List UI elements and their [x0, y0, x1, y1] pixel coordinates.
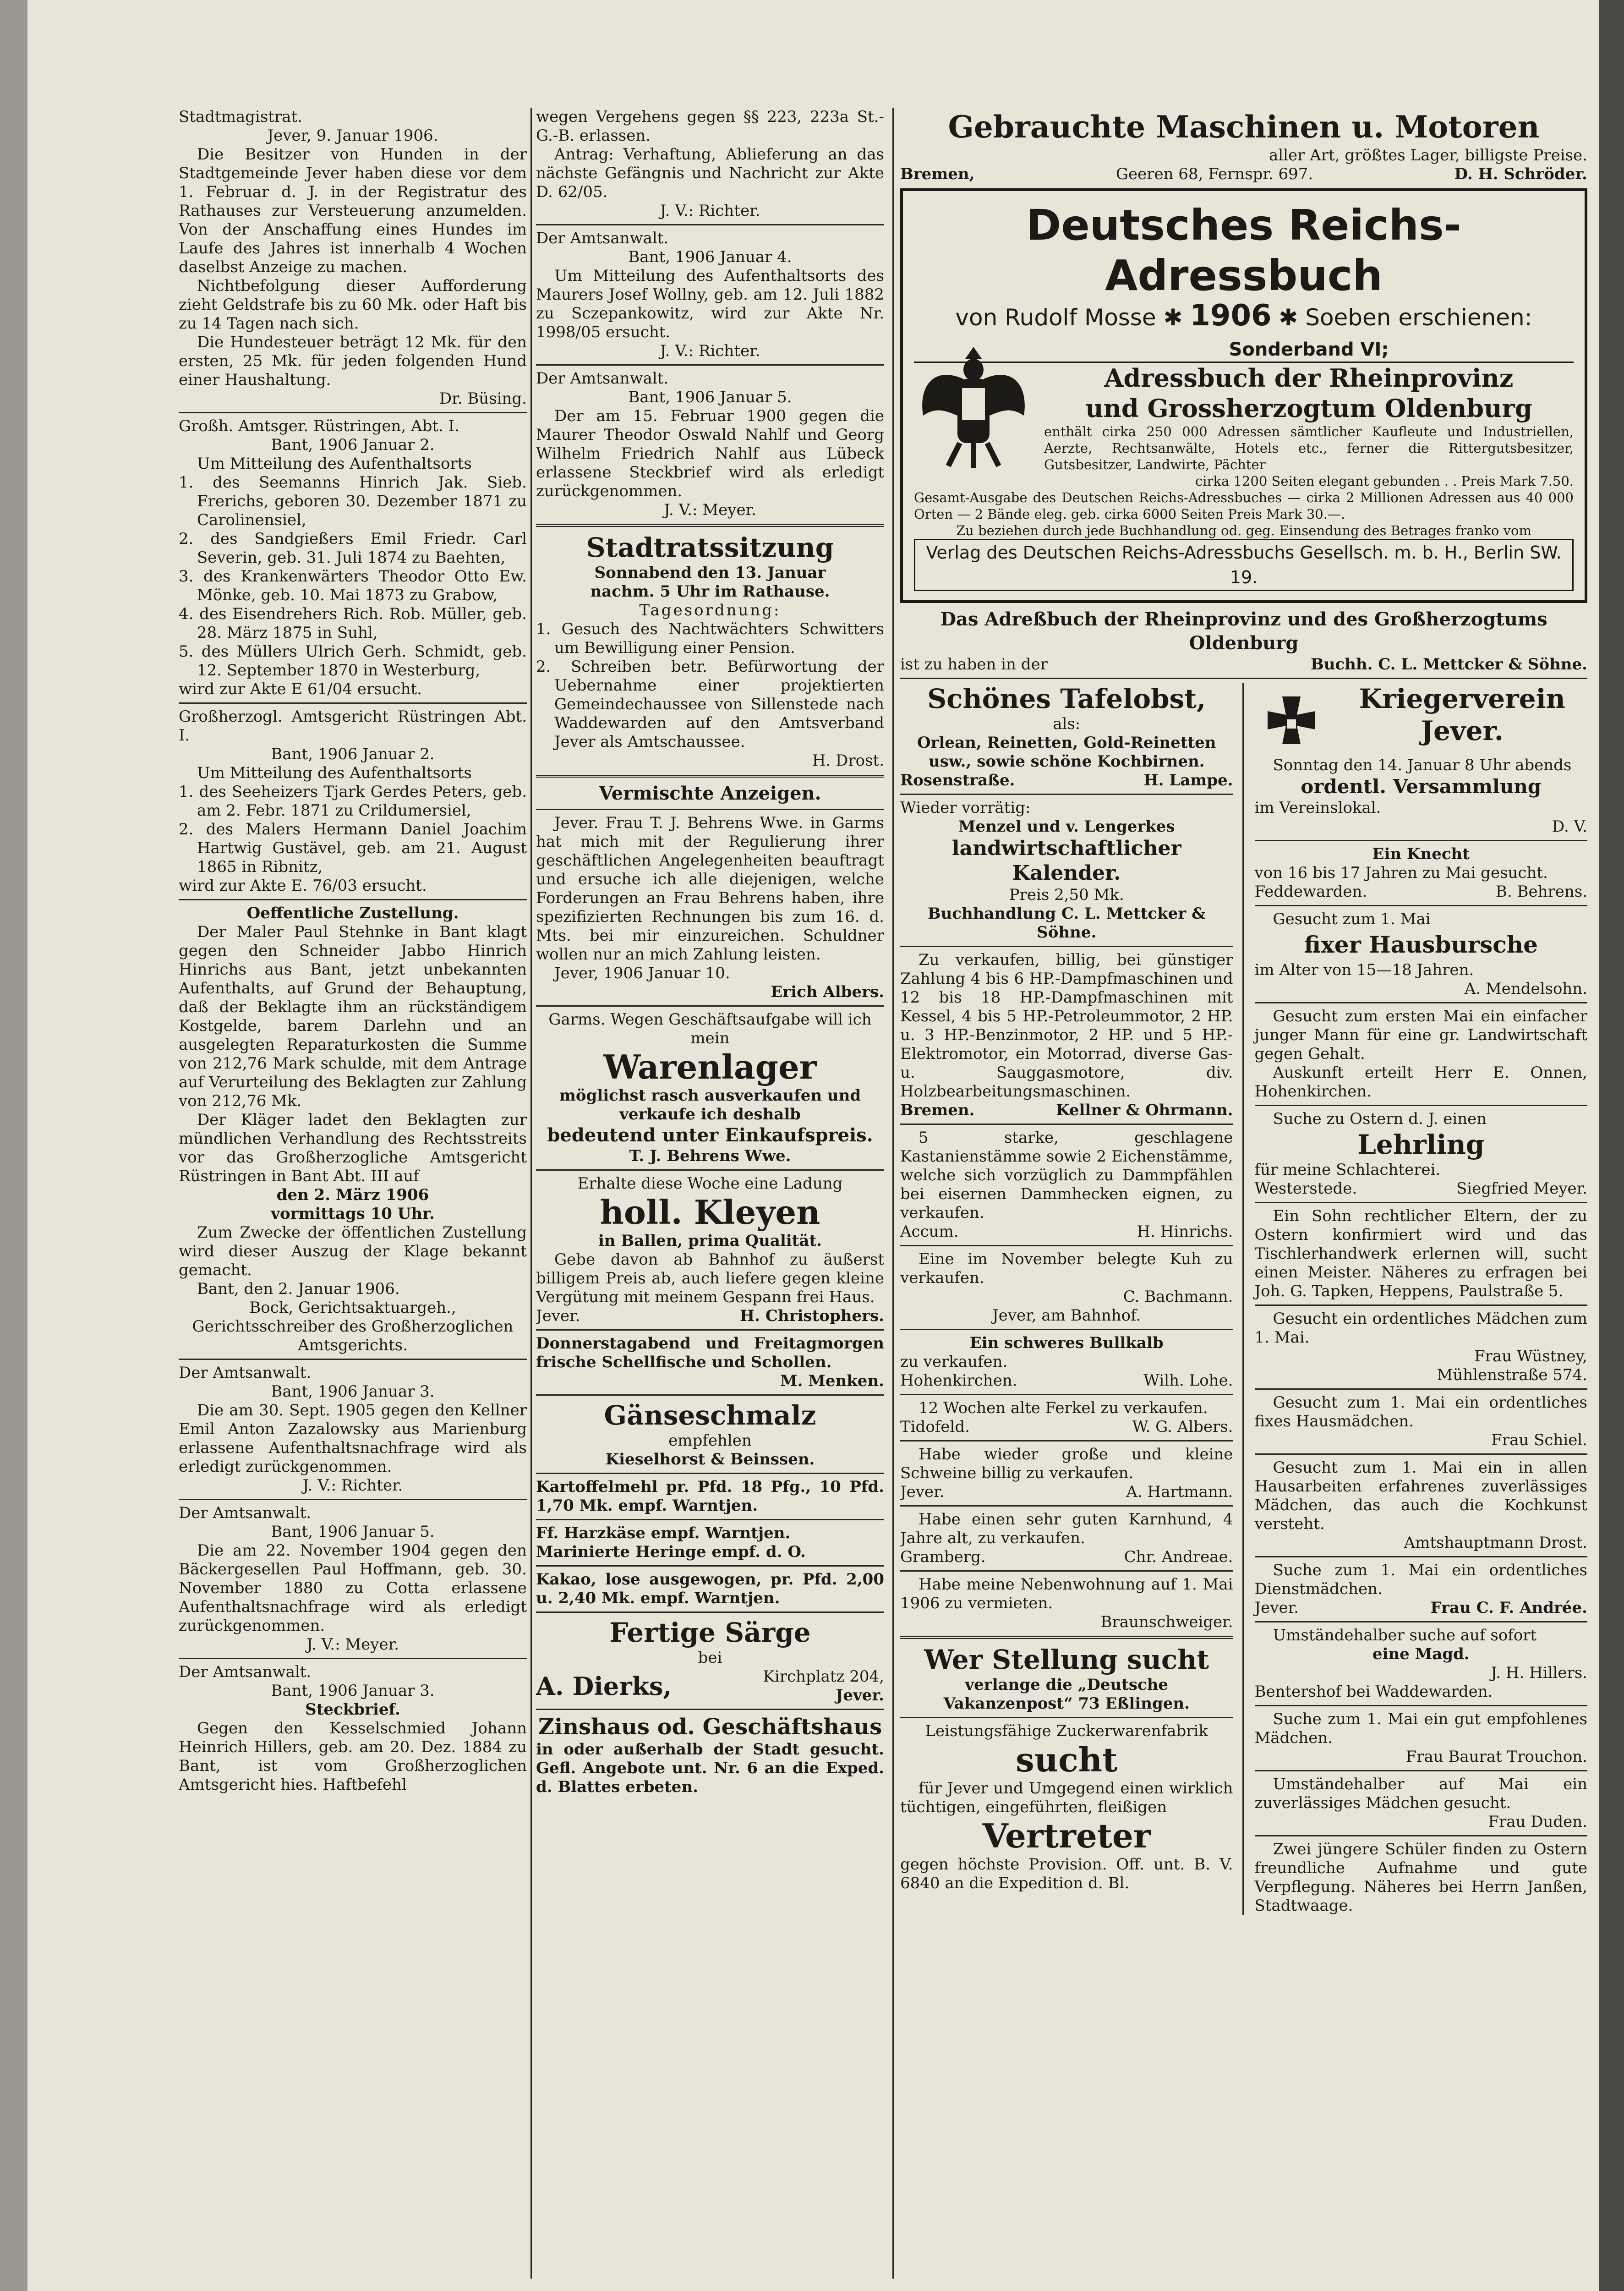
- list-item: 2. des Sandgießers Emil Friedr. Carl Severin, geb. 31. Juli 1874 zu Baehten,: [179, 530, 527, 567]
- ad-headline: Wer Stellung sucht: [924, 1644, 1209, 1675]
- ad-status: Soeben erschienen:: [1305, 304, 1532, 331]
- ad-body: Eine im November belegte Kuh zu verkaufen.: [900, 1250, 1233, 1287]
- ad-line: Marinierte Heringe empf. d. O.: [536, 1543, 806, 1561]
- ad-title: Adressbuch der Rheinprovinz: [1104, 363, 1514, 393]
- ad-place: Tidofeld.: [900, 1418, 970, 1436]
- list-item: 2. Schreiben betr. Befürwortung der Uebernahme einer projektierten Gemeindechaussee von Sillenstede nach Waddewarden auf den Amtsverband Jever als Amtschaussee.: [536, 658, 884, 751]
- ad-headline: Jever.: [1421, 715, 1504, 746]
- ad-signature: Buchh. C. L. Mettcker & Söhne.: [1311, 655, 1587, 674]
- ad-line: Das Adreßbuch der Rheinprovinz und des Großherzogtums Oldenburg: [940, 608, 1547, 654]
- notice-body: Nichtbefolgung dieser Aufforderung zieht Geldstrafe bis zu 60 Mk. oder Haft bis zu 14 Tagen nach sich.: [179, 277, 527, 333]
- notice-head: Der Amtsanwalt.: [536, 229, 669, 247]
- notice-time-bold: vormittags 10 Uhr.: [271, 1205, 435, 1223]
- ad-signature: H. Lampe.: [1143, 771, 1233, 789]
- ad-name: A. Dierks,: [536, 1672, 672, 1701]
- headline: Stadtratssitzung: [586, 532, 834, 563]
- notice-date: Bant, 1906 Januar 3.: [271, 1382, 435, 1401]
- divider: [1255, 1002, 1588, 1003]
- section-title: Vermischte Anzeigen.: [599, 783, 821, 804]
- notice-signature: Gerichtsschreiber des Großherzoglichen Amtsgerichts.: [192, 1317, 514, 1354]
- ad-publisher: von Rudolf Mosse: [955, 304, 1156, 331]
- divider: [179, 702, 527, 704]
- notice-title: Oeffentliche Zustellung.: [246, 904, 459, 922]
- ad-top: Erhalte diese Woche eine Ladung: [577, 1174, 843, 1193]
- divider: [900, 1440, 1233, 1441]
- ad-signature: W. G. Albers.: [1132, 1418, 1233, 1436]
- ad-headline: Gänseschmalz: [604, 1400, 816, 1431]
- divider: [179, 1499, 527, 1500]
- notice-head: Der Amtsanwalt.: [179, 1504, 312, 1522]
- ad-price: Preis 2,50 Mk.: [1009, 886, 1124, 904]
- ad-signature: Wilh. Lohe.: [1143, 1371, 1233, 1390]
- ad-body: Jever. Frau T. J. Behrens Wwe. in Garms hat mich mit der Regulierung ihrer geschäftlichen Angelegenheiten beauftragt und ersuche ich alle diejenigen, welche Forderungen an Frau Behrens haben, ihre spezifizierten Rechnungen bis zum 16. d. Mts. bei mir einzureichen. Schuldner wollen nur an mich Zahlung leisten.: [536, 814, 884, 964]
- ad-line: empfehlen: [668, 1431, 752, 1450]
- ad-signature: Frau Duden.: [1488, 1813, 1587, 1831]
- ad-headline: Ein Knecht: [1372, 845, 1470, 863]
- divider: [536, 224, 884, 225]
- ad-signature: D. V.: [1552, 817, 1587, 836]
- ad-line: aller Art, größtes Lager, billigste Preise.: [1269, 146, 1587, 164]
- ad-headline: fixer Hausbursche: [1304, 931, 1538, 958]
- ad-signature: Braunschweiger.: [1100, 1613, 1233, 1631]
- ad-body: Habe einen sehr guten Karnhund, 4 Jahre alt, zu verkaufen.: [900, 1510, 1233, 1547]
- ad-headline: landwirtschaftlicher Kalender.: [951, 837, 1181, 885]
- ad-signature: Buchhandlung C. L. Mettcker & Söhne.: [927, 904, 1206, 942]
- ad-body: Zwei jüngere Schüler finden zu Ostern freundliche Aufnahme und gute Verpflegung. Näheres bei Herrn Janßen, Stadtwaage.: [1254, 1840, 1587, 1915]
- divider: [179, 412, 527, 413]
- ad-headline: Ein schweres Bullkalb: [969, 1334, 1164, 1352]
- ad-body: Donnerstagabend und Freitagmorgen frische Schellfische und Schollen.: [536, 1334, 884, 1371]
- ad-line: Bentershof bei Waddewarden.: [1254, 1683, 1493, 1701]
- book-gutter: [0, 0, 27, 2291]
- notice-signature: J. V.: Richter.: [302, 1476, 403, 1495]
- ad-line: zu verkaufen.: [900, 1353, 1008, 1371]
- agenda-label: Tagesordnung:: [639, 601, 781, 619]
- notice-body: wegen Vergehens gegen §§ 223, 223a St.-G.-B. erlassen.: [536, 108, 884, 145]
- ad-place: Accum.: [900, 1222, 959, 1241]
- divider: [536, 1169, 884, 1171]
- ad-headline: ordentl. Versammlung: [1301, 775, 1542, 798]
- divider: [1255, 1202, 1588, 1203]
- ad-headline: Vertreter: [982, 1816, 1151, 1855]
- ad-line: möglichst rasch ausverkaufen und verkaufe ich deshalb: [559, 1086, 861, 1124]
- divider: [1255, 1835, 1588, 1836]
- divider: [536, 1329, 884, 1331]
- ad-signature: Frau Baurat Trouchon.: [1405, 1748, 1587, 1766]
- ad-headline: Deutsches Reichs-Adressbuch: [1026, 201, 1461, 300]
- notice-signature: J. V.: Meyer.: [664, 501, 756, 519]
- column-1: [179, 108, 527, 2283]
- notice-date: Bant, 1906 Januar 5.: [271, 1523, 435, 1541]
- divider: [536, 1709, 884, 1710]
- star-icon: ✱: [1163, 304, 1183, 331]
- divider: [1255, 1105, 1588, 1106]
- ad-address: Geeren 68, Fernspr. 697.: [1115, 165, 1313, 183]
- column-3-right: [1255, 683, 1588, 1915]
- divider: [900, 1394, 1233, 1395]
- list-item: 5. des Müllers Ulrich Gerh. Schmidt, geb. 12. September 1870 in Westerburg,: [179, 642, 527, 680]
- ad-signature: Kellner & Ohrmann.: [1056, 1101, 1233, 1119]
- notice-body: Die am 22. November 1904 gegen den Bäckergesellen Paul Hoffmann, geb. 30. November 1880 zu Cotta erlassene Aufenthaltsnachfrage wird als erledigt zurückgenommen.: [179, 1541, 527, 1635]
- ad-body: Auskunft erteilt Herr E. Onnen, Hohenkirchen.: [1254, 1063, 1587, 1101]
- ad-detail: cirka 1200 Seiten elegant gebunden . . Preis Mark 7.50.: [1195, 473, 1574, 489]
- ad-place: Jever.: [536, 1307, 580, 1325]
- ad-line: Suche zu Ostern d. J. einen: [1273, 1110, 1487, 1128]
- divider: [1255, 1304, 1588, 1306]
- ad-signature: Frau C. F. Andrée.: [1430, 1599, 1587, 1617]
- notice-intro: Um Mitteilung des Aufenthaltsorts: [197, 764, 472, 782]
- ad-line: Ff. Harzkäse empf. Warntjen.: [536, 1524, 791, 1542]
- ad-body: von 16 bis 17 Jahren zu Mai gesucht.: [1254, 864, 1548, 882]
- adressbuch-ad: [900, 188, 1587, 603]
- ad-body: 12 Wochen alte Ferkel zu verkaufen.: [919, 1399, 1208, 1417]
- ad-line: Menzel und v. Lengerkes: [958, 817, 1175, 836]
- notice-outro: wird zur Akte E 61/04 ersucht.: [179, 680, 422, 698]
- divider: [536, 1611, 884, 1613]
- notice-outro: wird zur Akte E. 76/03 ersucht.: [179, 877, 427, 895]
- divider: [900, 1636, 1233, 1639]
- notice-title: Steckbrief.: [305, 1700, 400, 1719]
- list-item: 1. Gesuch des Nachtwächters Schwitters um Bewilligung einer Pension.: [536, 620, 884, 657]
- ad-body: Habe meine Nebenwohnung auf 1. Mai 1906 zu vermieten.: [900, 1575, 1233, 1612]
- ad-signature: J. H. Hillers.: [1491, 1664, 1587, 1682]
- ad-place: Jever.: [900, 1483, 945, 1501]
- notice-date-bold: den 2. März 1906: [276, 1186, 429, 1204]
- ad-signature: Chr. Andreae.: [1124, 1548, 1233, 1566]
- ad-signature: Siegfried Meyer.: [1456, 1179, 1587, 1198]
- ad-headline: Fertige Särge: [609, 1617, 811, 1648]
- notice-body: Um Mitteilung des Aufenthaltsorts des Maurers Josef Wollny, geb. am 12. Juli 1882 zu Sczepankowitz, wird zur Akte Nr. 1998/05 ersucht.: [536, 267, 884, 341]
- ad-address: Kirchplatz 204,: [763, 1667, 884, 1686]
- ad-body: Ein Sohn rechtlicher Eltern, der zu Ostern konfirmiert wird und das Tischlerhandwerk erlernen will, sucht einen Meister. Näheres zu erfragen bei Joh. G. Tapken, Heppens, Paulstraße 5.: [1254, 1207, 1587, 1300]
- divider: [900, 946, 1233, 947]
- list-item: 4. des Eisendrehers Rich. Rob. Müller, geb. 28. März 1875 in Suhl,: [179, 605, 527, 642]
- ad-headline: Schönes Tafelobst,: [927, 683, 1206, 714]
- notice-date: Bant, 1906 Januar 5.: [628, 388, 792, 406]
- ad-address: Jever.: [836, 1686, 884, 1705]
- ad-publisher-line: Verlag des Deutschen Reichs-Adressbuchs Gesellsch. m. b. H., Berlin SW. 19.: [914, 539, 1574, 591]
- divider: [536, 524, 884, 527]
- ad-signature: A. Hartmann.: [1126, 1483, 1233, 1501]
- notice-body: Der Maler Paul Stehnke in Bant klagt gegen den Schneider Jabbo Hinrich Hinrichs aus Bant, jetzt unbekannten Aufenthalts, auf Grund der Behauptung, daß der Beklagte ihm an rückständigem Kostgelde, barem Darlehn und an ausgelegten Reparaturkosten die Summe von 212,76 Mark schulde, mit dem Antrage auf Verurteilung des Beklagten zur Zahlung von 212,76 Mk.: [179, 923, 527, 1110]
- ad-place: Hohenkirchen.: [900, 1371, 1017, 1390]
- ad-headline: Zinshaus od. Geschäftshaus: [538, 1714, 882, 1740]
- divider: [536, 1473, 884, 1474]
- ad-line: verlange die „Deutsche Vakanzenpost“ 73 Eßlingen.: [943, 1676, 1190, 1713]
- ad-body: gegen höchste Provision. Off. unt. B. V. 6840 an die Expedition d. Bl.: [900, 1855, 1233, 1892]
- ad-signature: M. Menken.: [780, 1372, 884, 1390]
- ad-body: Habe wieder große und kleine Schweine billig zu verkaufen.: [900, 1445, 1233, 1482]
- notice-signature: Bock, Gerichtsaktuargeh.,: [249, 1299, 456, 1317]
- ad-body: in oder außerhalb der Stadt gesucht. Gefl. Angebote unt. Nr. 6 an die Exped. d. Blattes erbeten.: [536, 1740, 884, 1796]
- ad-line: ist zu haben in der: [900, 655, 1048, 674]
- ad-top: Garms. Wegen Geschäftsaufgabe will ich mein: [548, 1010, 872, 1047]
- notice-head: Stadtmagistrat.: [179, 108, 302, 126]
- ad-line: in Ballen, prima Qualität.: [598, 1232, 822, 1250]
- ad-line: Gesucht zum 1. Mai: [1273, 910, 1431, 928]
- ad-place: Bremen,: [900, 165, 975, 183]
- ad-place: Rosenstraße.: [900, 771, 1015, 789]
- notice-date: Bant, 1906 Januar 2.: [271, 436, 435, 454]
- divider: [536, 1565, 884, 1567]
- divider: [179, 1359, 527, 1360]
- notice-body: Die am 30. Sept. 1905 gegen den Kellner Emil Anton Zazalowsky aus Marienburg erlassene Aufenthaltsnachfrage wird als erledigt zurückgenommen.: [179, 1401, 527, 1476]
- column-3-left: [900, 683, 1244, 1915]
- notice-body: Antrag: Verhaftung, Ablieferung an das nächste Gefängnis und Nachricht zur Akte D. 62/05.: [536, 145, 884, 201]
- notice-signature: J. V.: Richter.: [660, 342, 760, 360]
- divider: [900, 1329, 1233, 1330]
- meeting-when: Sonnabend den 13. Januar: [594, 564, 826, 582]
- list-item: 2. des Malers Hermann Daniel Joachim Hartwig Gustävel, geb. am 21. August 1865 in Ribnitz,: [179, 820, 527, 876]
- ad-line: Leistungsfähige Zuckerwarenfabrik: [925, 1722, 1208, 1740]
- ad-signature: C. Bachmann.: [1123, 1288, 1233, 1306]
- notice-head: Der Amtsanwalt.: [536, 369, 669, 388]
- ad-detail: enthält cirka 250 000 Adressen sämtlicher Kaufleute und Industriellen, Aerzte, Rechtsanwälte, Hotels etc., ferner die Rittergutsbesitzer, Gutsbesitzer, Landwirte, Pächter: [1044, 424, 1574, 472]
- ad-place: Bremen.: [900, 1101, 975, 1119]
- notice-head: Großherzogl. Amtsgericht Rüstringen Abt. I.: [179, 707, 527, 745]
- notice-signature: J. V.: Richter.: [660, 202, 760, 220]
- ad-place: Gramberg.: [900, 1548, 986, 1566]
- divider: [900, 678, 1587, 679]
- ad-body: Gebe davon ab Bahnhof zu äußerst billigem Preis ab, auch liefere gegen kleine Vergütung mit meinem Gespann frei Haus.: [536, 1250, 884, 1306]
- ad-body: 5 starke, geschlagene Kastanienstämme sowie 2 Eichenstämme, welche sich vorzüglich zu Dammpfählen bei eisernen Dammhecken eignen, zu verkaufen.: [900, 1129, 1233, 1222]
- divider: [1255, 1556, 1588, 1557]
- divider: [536, 1394, 884, 1396]
- notice-body: Der am 15. Februar 1900 gegen die Maurer Theodor Oswald Nahlf und Georg Wilhelm Friedrich Nahlf aus Lübeck erlassene Steckbrief wird als erledigt zurückgenommen.: [536, 407, 884, 500]
- ad-body: Umständehalber auf Mai ein zuverlässiges Mädchen gesucht.: [1254, 1775, 1587, 1812]
- notice-head: Der Amtsanwalt.: [179, 1364, 312, 1382]
- ad-signature: Amtshauptmann Drost.: [1404, 1534, 1587, 1552]
- divider: [536, 364, 884, 366]
- ad-place: Feddewarden.: [1254, 882, 1367, 901]
- iron-cross-icon: [1255, 683, 1328, 756]
- column-rule: [892, 108, 894, 2279]
- ad-line: für meine Schlachterei.: [1254, 1161, 1441, 1179]
- column-3: [900, 108, 1587, 2283]
- ad-line: als:: [1053, 715, 1081, 733]
- eagle-emblem-icon: [914, 338, 1033, 475]
- notice-body: Die Hundesteuer beträgt 12 Mk. für den ersten, 25 Mk. für jeden folgenden Hund einer Haushaltung.: [179, 333, 527, 389]
- ad-signature: H. Christophers.: [740, 1307, 884, 1325]
- ad-body: im Alter von 15—18 Jahren.: [1254, 961, 1474, 979]
- divider: [536, 1005, 884, 1007]
- divider: [1255, 905, 1588, 906]
- column-rule: [530, 108, 532, 2279]
- list-item: 3. des Krankenwärters Theodor Otto Ew. Mönke, geb. 10. Mai 1873 zu Grabow,: [179, 567, 527, 604]
- divider: [900, 1717, 1233, 1718]
- divider: [900, 1570, 1233, 1572]
- ad-line: im Vereinslokal.: [1254, 799, 1381, 817]
- ad-body: Zu verkaufen, billig, bei günstiger Zahlung 4 bis 6 HP.-Dampfmaschinen und 12 bis 18 HP.-Dampfmaschinen mit Kessel, 4 bis 5 HP.-Petroleummotor, 2 HP. u. 3 HP.-Benzinmotor, 2 HP. und 5 HP.-Elektromotor, ein Motorrad, diverse Gas- u. Sauggasmotore, div. Holzbearbeitungsmaschinen.: [900, 951, 1233, 1101]
- ad-signature: D. H. Schröder.: [1454, 165, 1587, 183]
- divider: [1255, 1453, 1588, 1455]
- notice-body: Der Kläger ladet den Beklagten zur mündlichen Verhandlung des Rechtsstreits vor das Großherzogliche Amtsgericht Rüstringen in Bant Abt. III auf: [179, 1111, 527, 1185]
- ad-line: Kakao, lose ausgewogen, pr. Pfd. 2,00 u. 2,40 Mk. empf. Warntjen.: [536, 1570, 884, 1607]
- ad-place: Jever.: [1254, 1599, 1299, 1617]
- ad-body: für Jever und Umgegend einen wirklich tüchtigen, eingeführten, fleißigen: [900, 1779, 1233, 1816]
- ad-headline: eine Magd.: [1372, 1645, 1470, 1663]
- ad-headline: holl. Kleyen: [600, 1193, 820, 1232]
- ad-title: und Grossherzogtum Oldenburg: [1085, 394, 1532, 423]
- divider: [900, 1505, 1233, 1507]
- notice-signature: H. Drost.: [812, 751, 884, 770]
- divider: [179, 899, 527, 900]
- ad-line: Orlean, Reinetten, Gold-Reinetten usw., sowie schöne Kochbirnen.: [917, 734, 1216, 771]
- ad-body: Gesucht zum 1. Mai ein in allen Hausarbeiten erfahrenes zuverlässiges Mädchen, das auch die Kochkunst versteht.: [1254, 1458, 1587, 1533]
- notice-date: Bant, 1906 Januar 2.: [271, 745, 435, 763]
- ad-signature: Mühlenstraße 574.: [1437, 1366, 1587, 1384]
- ad-signature: H. Hinrichs.: [1137, 1222, 1233, 1241]
- divider: [536, 775, 884, 778]
- ad-signature: Kieselhorst & Beinssen.: [605, 1450, 815, 1469]
- divider: [536, 809, 884, 810]
- notice-head: Großh. Amtsger. Rüstringen, Abt. I.: [179, 417, 459, 435]
- ad-signature: Frau Schiel.: [1491, 1431, 1587, 1449]
- ad-body: Sonntag den 14. Januar 8 Uhr abends: [1273, 756, 1572, 774]
- ad-body: Suche zum 1. Mai ein ordentliches Dienstmädchen.: [1254, 1561, 1587, 1598]
- notice-date: Bant, 1906 Januar 4.: [628, 248, 792, 266]
- star-icon: ✱: [1279, 304, 1298, 331]
- divider: [1255, 1770, 1588, 1771]
- list-item: 1. des Seeheizers Tjark Gerdes Peters, geb. am 2. Febr. 1871 zu Crildumersiel,: [179, 783, 527, 820]
- ad-body: Gesucht zum 1. Mai ein ordentliches fixes Hausmädchen.: [1254, 1393, 1587, 1431]
- ad-signature: Frau Wüstney,: [1474, 1347, 1587, 1365]
- ad-signature: Erich Albers.: [771, 983, 884, 1001]
- divider: [1255, 1705, 1588, 1706]
- notice-body: Gegen den Kesselschmied Johann Heinrich Hillers, geb. am 20. Dez. 1884 zu Bant, ist vom Großherzoglichen Amtsgericht hies. Haftbefehl: [179, 1719, 527, 1794]
- ad-line: bei: [698, 1649, 722, 1667]
- ad-line: Kartoffelmehl pr. Pfd. 18 Pfg., 10 Pfd. 1,70 Mk. empf. Warntjen.: [536, 1478, 884, 1515]
- divider: [179, 1658, 527, 1659]
- ad-year: 1906: [1190, 299, 1272, 333]
- ad-headline: sucht: [1016, 1740, 1118, 1779]
- ad-date: Jever, 1906 Januar 10.: [554, 964, 730, 982]
- divider: [900, 1245, 1233, 1246]
- ad-place: Westerstede.: [1254, 1179, 1357, 1198]
- ad-signature: B. Behrens.: [1495, 882, 1587, 901]
- ad-line: Wieder vorrätig:: [900, 799, 1031, 817]
- notice-signature: J. V.: Meyer.: [306, 1635, 399, 1654]
- ad-signature: T. J. Behrens Wwe.: [629, 1147, 791, 1165]
- divider: [900, 794, 1233, 795]
- ad-headline: Kriegerverein: [1359, 683, 1565, 714]
- ad-detail: Gesamt-Ausgabe des Deutschen Reichs-Adressbuches — cirka 2 Millionen Adressen aus 40 000 Orten — 2 Bände eleg. geb. cirka 6000 Seiten Preis Mark 30.—.: [914, 490, 1574, 522]
- divider: [1255, 1388, 1588, 1390]
- notice-date: Bant, 1906 Januar 3.: [271, 1682, 435, 1700]
- ad-line: Jever, am Bahnhof.: [992, 1306, 1141, 1325]
- notice-intro: Um Mitteilung des Aufenthaltsorts: [197, 455, 472, 473]
- ad-line: bedeutend unter Einkaufspreis.: [547, 1124, 873, 1146]
- column-2: [536, 108, 884, 2283]
- ad-headline: Lehrling: [1357, 1129, 1485, 1160]
- divider: [1255, 840, 1588, 841]
- ad-body: Gesucht zum ersten Mai ein einfacher junger Mann für eine gr. Landwirtschaft gegen Gehalt.: [1254, 1007, 1587, 1063]
- divider: [900, 1124, 1233, 1125]
- notice-signature: Dr. Büsing.: [439, 389, 527, 408]
- notice-body: Zum Zwecke der öffentlichen Zustellung wird dieser Auszug der Klage bekannt gemacht.: [179, 1223, 527, 1279]
- page-edge: [1599, 0, 1624, 2291]
- meeting-when: nachm. 5 Uhr im Rathause.: [590, 582, 830, 601]
- notice-date: Jever, 9. Januar 1906.: [267, 126, 438, 145]
- list-item: 1. des Seemanns Hinrich Jak. Sieb. Frerichs, geboren 30. Dezember 1871 zu Carolinensiel,: [179, 473, 527, 529]
- ad-signature: A. Mendelsohn.: [1464, 980, 1587, 998]
- divider: [1255, 1621, 1588, 1622]
- notice-body: Die Besitzer von Hunden in der Stadtgemeinde Jever haben diese vor dem 1. Februar d. J. in der Registratur des Rathauses zur Versteuerung anzumelden. Von der Anschaffung eines Hundes im Laufe des Jahres ist innerhalb 4 Wochen daselbst Anzeige zu machen.: [179, 145, 527, 276]
- notice-date: Bant, den 2. Januar 1906.: [197, 1280, 400, 1298]
- ad-band: Sonderband VI;: [914, 338, 1574, 363]
- ad-body: Umständehalber suche auf sofort: [1273, 1626, 1537, 1644]
- ad-body: Suche zum 1. Mai ein gut empfohlenes Mädchen.: [1254, 1710, 1587, 1747]
- notice-head: Der Amtsanwalt.: [179, 1663, 312, 1681]
- ad-detail: Zu beziehen durch jede Buchhandlung od. geg. Einsendung des Betrages franko vom: [956, 523, 1531, 538]
- ad-body: Gesucht ein ordentliches Mädchen zum 1. Mai.: [1254, 1310, 1587, 1347]
- ad-headline: Gebrauchte Maschinen u. Motoren: [948, 109, 1540, 145]
- ad-headline: Warenlager: [603, 1047, 817, 1086]
- divider: [536, 1519, 884, 1520]
